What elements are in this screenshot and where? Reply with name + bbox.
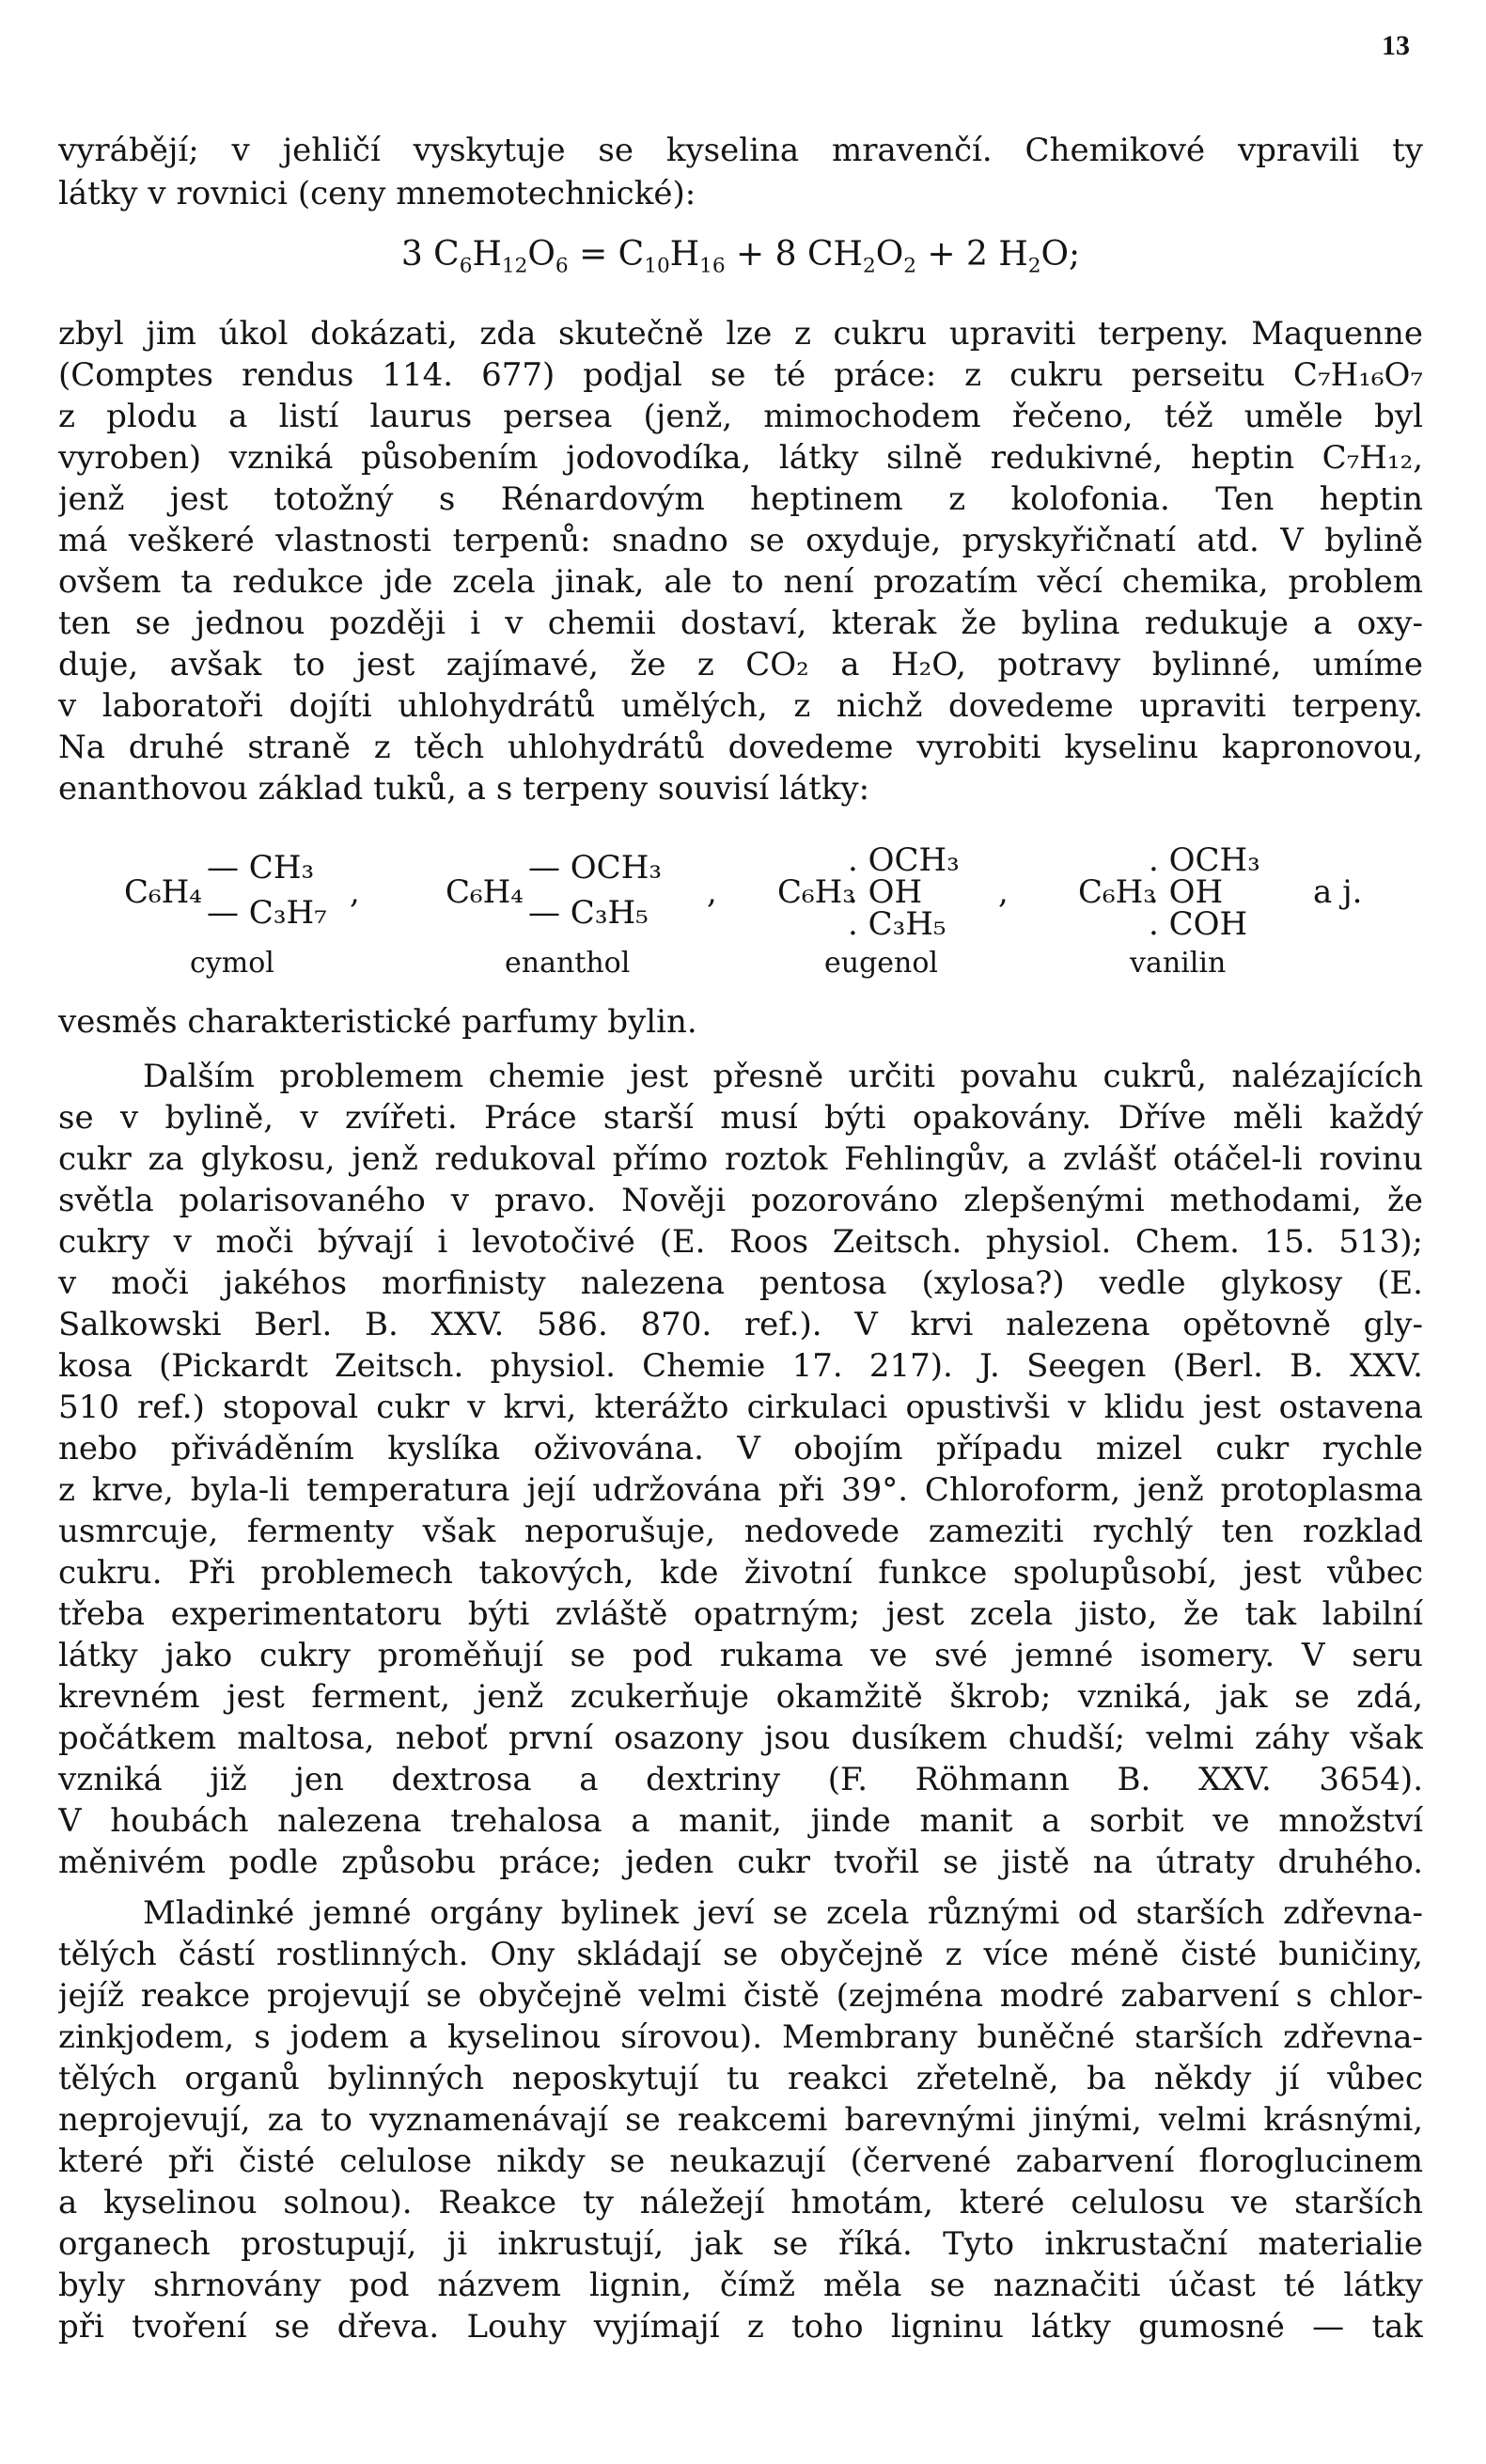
text-line: v moči jakéhos morfinisty nalezena pentosa (xylosa?) vedle glykosy (E.: [58, 1264, 1423, 1302]
formula-label: eugenol: [824, 947, 939, 980]
text-line: ten se jednou později i v chemii dostaví, kterak že bylina redukuje a oxy-: [58, 604, 1423, 642]
page-number: 13: [1382, 30, 1410, 61]
text-line: V houbách nalezena trehalosa a manit, jinde manit a sorbit ve množství: [58, 1802, 1423, 1840]
formula-top: . OCH₃: [848, 841, 960, 879]
formula-base: C₆H₄: [124, 873, 202, 911]
text-line: zinkjodem, s jodem a kyselinou sírovou). Membrany buněčné starších zdřevna-: [58, 2018, 1423, 2056]
formula-separator: ,: [707, 873, 717, 911]
text-line: usmrcuje, fermenty však neporušuje, nedovede zameziti rychlý ten rozklad: [58, 1513, 1423, 1550]
formula-base: C₆H₃: [777, 873, 855, 911]
text-line: při tvoření se dřeva. Louhy vyjímají z toho ligninu látky gumosné — tak: [58, 2308, 1423, 2346]
text-line: látky jako cukry proměňují se pod rukama ve své jemné isomery. V seru: [58, 1637, 1423, 1674]
text-line: kosa (Pickardt Zeitsch. physiol. Chemie 17. 217). J. Seegen (Berl. B. XXV.: [58, 1347, 1423, 1385]
text-line: z krve, byla-li temperatura její udržována při 39°. Chloroform, jenž protoplasma: [58, 1471, 1423, 1509]
text-line: byly shrnovány pod názvem lignin, čímž měla se naznačiti účast té látky: [58, 2267, 1423, 2304]
formula-separator: ,: [350, 873, 360, 911]
text-line: 510 ref.) stopoval cukr v krvi, kterážto cirkulaci opustivši v klidu jest ostavena: [58, 1389, 1423, 1426]
text-line: cukr za glykosu, jenž redukoval přímo roztok Fehlingův, a zvlášť otáčel-li rovinu: [58, 1140, 1423, 1178]
text-line: a kyselinou solnou). Reakce ty náležejí hmotám, které celulosu ve starších: [58, 2184, 1423, 2221]
formula-label: enanthol: [505, 947, 631, 980]
text-line: vzniká již jen dextrosa a dextriny (F. Röhmann B. XXV. 3654).: [58, 1761, 1423, 1798]
text-line: má veškeré vlastnosti terpenů: snadno se oxyduje, pryskyřičnatí atd. V bylině: [58, 522, 1423, 559]
text-line: ovšem ta redukce jde zcela jinak, ale to není prozatím věcí chemika, problem: [58, 563, 1423, 601]
text-line: Mladinké jemné orgány bylinek jeví se zcela různými od starších zdřevna-: [143, 1894, 1423, 1932]
text-line: tělých organů bylinných neposkytují tu reakci zřetelně, ba někdy jí vůbec: [58, 2060, 1423, 2097]
formula-bottom: . COH: [1149, 905, 1248, 943]
formula-label: vanilin: [1130, 947, 1227, 980]
text-line: vyroben) vzniká působením jodovodíka, látky silně redukivné, heptin C₇H₁₂,: [58, 439, 1423, 477]
formula-base: C₆H₃: [1078, 873, 1156, 911]
formula-top: — CH₃: [207, 849, 315, 887]
formula-top: — OCH₃: [528, 849, 662, 887]
text-line: nebo přiváděním kyslíka oživována. V obojím případu mizel cukr rychle: [58, 1430, 1423, 1467]
formula-bottom: . C₃H₅: [848, 905, 946, 943]
formula-base: C₆H₄: [446, 873, 524, 911]
text-line: které při čisté celulose nikdy se neukazují (červené zabarvení floroglucinem: [58, 2142, 1423, 2180]
formula-row: [58, 841, 1423, 992]
formula-label: cymol: [190, 947, 274, 980]
text-line: tělých částí rostlinných. Ony skládají se obyčejně z více méně čisté buničiny,: [58, 1936, 1423, 1973]
text-line: vesměs charakteristické parfumy bylin.: [58, 1003, 697, 1041]
formula-middle: . OH: [1149, 873, 1224, 911]
formula-separator: ,: [998, 873, 1009, 911]
formula-middle: . OH: [848, 873, 923, 911]
formula-top: . OCH₃: [1149, 841, 1260, 879]
text-line: vyrábějí; v jehličí vyskytuje se kyselina mravenčí. Chemikové vpravili ty: [58, 132, 1423, 169]
text-line: světla polarisovaného v pravo. Nověji pozorováno zlepšenými methodami, že: [58, 1182, 1423, 1219]
chemical-equation: 3 $C_6H_{12}O_6 = C_{10}H_{16} + 8$ $CH_2O_2 + 2$ $H_2O$;: [400, 235, 1081, 278]
text-line: měnivém podle způsobu práce; jeden cukr tvořil se jistě na útraty druhého.: [58, 1844, 1423, 1881]
formula-tail: a j.: [1313, 873, 1363, 911]
text-line: počátkem maltosa, neboť první osazony jsou dusíkem chudší; velmi záhy však: [58, 1719, 1423, 1757]
text-line: jenž jest totožný s Rénardovým heptinem z kolofonia. Ten heptin: [58, 480, 1423, 518]
text-line: třeba experimentatoru býti zvláště opatrným; jest zcela jisto, že tak labilní: [58, 1595, 1423, 1633]
text-line: neprojevují, za to vyznamenávají se reakcemi barevnými jinými, velmi krásnými,: [58, 2101, 1423, 2139]
text-line: krevném jest ferment, jenž zcukerňuje okamžitě škrob; vzniká, jak se zdá,: [58, 1678, 1423, 1716]
text-line: duje, avšak to jest zajímavé, že z CO₂ a H₂O, potravy bylinné, umíme: [58, 646, 1423, 683]
text-line: zbyl jim úkol dokázati, zda skutečně lze z cukru upraviti terpeny. Maquenne: [58, 315, 1423, 353]
text-line: cukry v moči bývají i levotočivé (E. Roos Zeitsch. physiol. Chem. 15. 513);: [58, 1223, 1423, 1261]
text-line: se v bylině, v zvířeti. Práce starší musí býti opakovány. Dříve měli každý: [58, 1099, 1423, 1137]
text-line: cukru. Při problemech takových, kde životní funkce spolupůsobí, jest vůbec: [58, 1554, 1423, 1592]
formula-bottom: — C₃H₇: [207, 894, 327, 932]
text-line: enanthovou základ tuků, a s terpeny souvisí látky:: [58, 770, 870, 808]
text-line: Dalším problemem chemie jest přesně určiti povahu cukrů, nalézajících: [143, 1058, 1423, 1095]
text-line: jejíž reakce projevují se obyčejně velmi čistě (zejména modré zabarvení s chlor-: [58, 1977, 1423, 2015]
text-line: z plodu a listí laurus persea (jenž, mimochodem řečeno, též uměle byl: [58, 398, 1423, 435]
text-line: Salkowski Berl. B. XXV. 586. 870. ref.). V krvi nalezena opětovně gly-: [58, 1306, 1423, 1343]
text-line: (Comptes rendus 114. 677) podjal se té práce: z cukru perseitu C₇H₁₆O₇: [58, 356, 1423, 394]
text-line: Na druhé straně z těch uhlohydrátů dovedeme vyrobiti kyselinu kapronovou,: [58, 729, 1423, 766]
text-line: v laboratoři dojíti uhlohydrátů umělých, z nichž dovedeme upraviti terpeny.: [58, 687, 1423, 725]
formula-bottom: — C₃H₅: [528, 894, 649, 932]
text-line: organech prostupují, ji inkrustují, jak se říká. Tyto inkrustační materialie: [58, 2225, 1423, 2263]
text-line: látky v rovnici (ceny mnemotechnické):: [58, 175, 696, 212]
